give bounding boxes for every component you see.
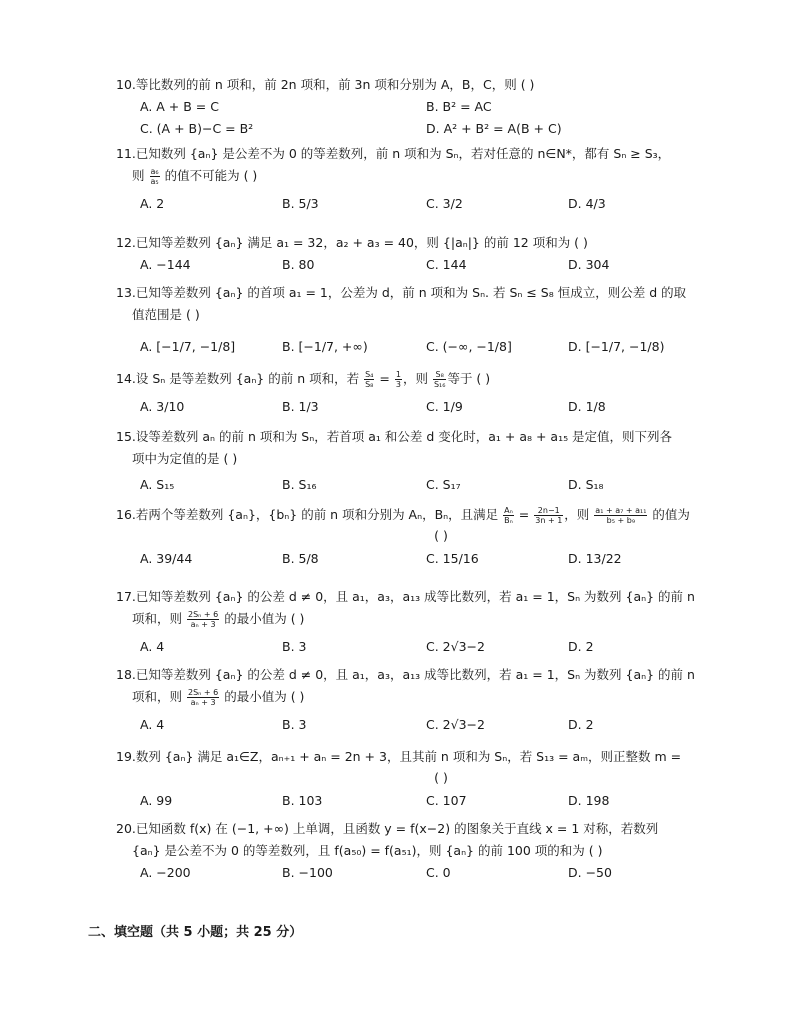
option-d: D. 2 [568, 639, 594, 654]
option-b: B. 103 [282, 793, 323, 808]
option-b: B. 5/3 [282, 196, 319, 211]
option-c: C. 2√3−2 [426, 639, 485, 654]
question-stem: 18.已知等差数列 {aₙ} 的公差 d ≠ 0，且 a₁，a₃，a₁₃ 成等比数列，若 a₁ = 1，Sₙ 为数列 {aₙ} 的前 n [116, 667, 695, 682]
option-d: D. A² + B² = A(B + C) [426, 121, 562, 136]
fraction: $\frac{\text{2Sₙ + 6}}{\text{aₙ + 3}}$ [188, 688, 219, 707]
option-d: D. 304 [568, 257, 610, 272]
option-a: A. 39/44 [140, 551, 193, 566]
option-c: C. S₁₇ [426, 477, 461, 492]
option-b: B. 3 [282, 717, 307, 732]
option-d: D. 13/22 [568, 551, 622, 566]
option-b: B. [−1/7, +∞) [282, 339, 368, 354]
question-13: 13.已知等差数列 {aₙ} 的首项 a₁ = 1，公差为 d，前 n 项和为 Sₙ. 若 Sₙ ≤ S₈ 恒成立，则公差 d 的取 值范围是 ( ) A. [−1/7, −1/8] B. [−1/7, +∞) C. (−∞, −1/8] D. [−1/7, −1/8) [116, 282, 706, 358]
option-d: D. 198 [568, 793, 610, 808]
option-b: B. 1/3 [282, 399, 319, 414]
option-b: B. −100 [282, 865, 333, 880]
option-d: D. [−1/7, −1/8) [568, 339, 665, 354]
option-d: D. 2 [568, 717, 594, 732]
option-b: B. 80 [282, 257, 315, 272]
option-b: B. S₁₆ [282, 477, 317, 492]
fraction: $\frac{\text{S₈}}{\text{S₁₆}}$ [433, 370, 446, 389]
fraction: $\frac{\text{Aₙ}}{\text{Bₙ}}$ [504, 506, 513, 525]
question-stem: 20.已知函数 f(x) 在 (−1, +∞) 上单调，且函数 y = f(x−2) 的图象关于直线 x = 1 对称，若数列 [116, 821, 659, 836]
question-stem: 16.若两个等差数列 {aₙ}，{bₙ} 的前 n 项和分别为 Aₙ，Bₙ，且满足 $\frac{\text{Aₙ}}{\text{Bₙ}}$ = $\frac{2n-1}{3n + 1}$ ，则 $\frac{\text{a₁ + a₇ + a₁₁}}{\text{b₅ + b₉}}$ 的值为 [116, 506, 690, 525]
question-10 [116, 74, 706, 140]
option-d: D. −50 [568, 865, 612, 880]
question-stem: 11.已知数列 {aₙ} 是公差不为 0 的等差数列，前 n 项和为 Sₙ，若对任意的 n∈N*，都有 Sₙ ≥ S₃， [116, 146, 671, 161]
question-20: 20.已知函数 f(x) 在 (−1, +∞) 上单调，且函数 y = f(x−2) 的图象关于直线 x = 1 对称，若数列 {aₙ} 是公差不为 0 的等差数列，且 f(a₅₀) = f(a₅₁)，则 {aₙ} 的前 100 项的和为 ( ) A. −200 B. −100 C. 0 D. −50 [116, 818, 706, 884]
fraction: $\frac{2n-1}{3n + 1}$ [535, 506, 563, 525]
fraction: $\frac{\text{2Sₙ + 6}}{\text{aₙ + 3}}$ [188, 610, 219, 629]
option-c: C. 2√3−2 [426, 717, 485, 732]
option-c: C. 144 [426, 257, 467, 272]
question-stem: 14.设 Sₙ 是等差数列 {aₙ} 的前 n 项和，若 $\frac{\text{S₄}}{\text{S₈}}$ = $\frac{1}{3}$ ，则 $\frac{\text{S₈}}{\text{S₁₆}}$ 等于 ( ) [116, 370, 491, 389]
question-15: 15.设等差数列 aₙ 的前 n 项和为 Sₙ，若首项 a₁ 和公差 d 变化时，a₁ + a₈ + a₁₅ 是定值，则下列各 项中为定值的是 ( ) A. S₁₅ B. S₁₆ C. S₁₇ D. S₁₈ [116, 426, 706, 496]
question-stem: 13.已知等差数列 {aₙ} 的首项 a₁ = 1，公差为 d，前 n 项和为 Sₙ. 若 Sₙ ≤ S₈ 恒成立，则公差 d 的取 [116, 285, 687, 300]
fraction: $\frac{\text{S₄}}{\text{S₈}}$ [365, 370, 374, 389]
option-d: D. 1/8 [568, 399, 606, 414]
option-d: D. 4/3 [568, 196, 606, 211]
question-stem: 12.已知等差数列 {aₙ} 满足 a₁ = 32，a₂ + a₃ = 40，则 {|aₙ|} 的前 12 项和为 ( ) [116, 235, 588, 250]
question-18: 18.已知等差数列 {aₙ} 的公差 d ≠ 0，且 a₁，a₃，a₁₃ 成等比数列，若 a₁ = 1，Sₙ 为数列 {aₙ} 的前 n 项和，则 $\frac{\text{2Sₙ + 6}}{\text{aₙ + 3}}$ 的最小值为 ( ) A. 4 B. 3 C. 2√3−2 D. 2 [116, 664, 706, 736]
option-a: A. [−1/7, −1/8] [140, 339, 236, 354]
option-a: A. 4 [140, 639, 165, 654]
option-c: C. 0 [426, 865, 451, 880]
option-a: A. 3/10 [140, 399, 185, 414]
question-stem: 15.设等差数列 aₙ 的前 n 项和为 Sₙ，若首项 a₁ 和公差 d 变化时，a₁ + a₈ + a₁₅ 是定值，则下列各 [116, 429, 673, 444]
question-14 [116, 368, 706, 418]
fraction: $\frac{1}{3}$ [395, 370, 401, 389]
question-17: 17.已知等差数列 {aₙ} 的公差 d ≠ 0，且 a₁，a₃，a₁₃ 成等比数列，若 a₁ = 1，Sₙ 为数列 {aₙ} 的前 n 项和，则 $\frac{\text{2Sₙ + 6}}{\text{aₙ + 3}}$ 的最小值为 ( ) A. 4 B. 3 C. 2√3−2 D. 2 [116, 586, 706, 658]
option-a: A. 4 [140, 717, 165, 732]
option-b: B. B² = AC [426, 99, 492, 114]
option-a: A. 99 [140, 793, 173, 808]
option-c: C. (A + B)−C = B² [140, 121, 254, 136]
option-d: D. S₁₈ [568, 477, 604, 492]
fraction: $\frac{\text{a₁ + a₇ + a₁₁}}{\text{b₅ + b₉}}$ [595, 506, 647, 525]
option-c: C. 107 [426, 793, 467, 808]
option-b: B. 5/8 [282, 551, 319, 566]
option-a: A. 2 [140, 196, 165, 211]
question-11: 11.已知数列 {aₙ} 是公差不为 0 的等差数列，前 n 项和为 Sₙ，若对任意的 n∈N*，都有 Sₙ ≥ S₃， 则 $\frac{\text{a₆}}{\text{a₅}}$ 的值不可能为 ( ) A. 2 B. 5/3 C. 3/2 D. 4/3 [116, 143, 706, 215]
option-a: A. S₁₅ [140, 477, 175, 492]
option-a: A. A + B = C [140, 99, 219, 114]
question-12 [116, 232, 706, 276]
section-heading: 二、填空题（共 5 小题；共 25 分） [88, 925, 303, 940]
option-a: A. −144 [140, 257, 191, 272]
option-c: C. 15/16 [426, 551, 479, 566]
fraction: $\frac{\text{a₆}}{\text{a₅}}$ [150, 167, 159, 186]
question-stem: 10.等比数列的前 n 项和，前 2n 项和，前 3n 项和分别为 A，B，C，则 ( ) [116, 77, 535, 92]
question-stem: 17.已知等差数列 {aₙ} 的公差 d ≠ 0，且 a₁，a₃，a₁₃ 成等比数列，若 a₁ = 1，Sₙ 为数列 {aₙ} 的前 n [116, 589, 695, 604]
option-c: C. 3/2 [426, 196, 463, 211]
question-stem: 19.数列 {aₙ} 满足 a₁∈Z，aₙ₊₁ + aₙ = 2n + 3，且其前 n 项和为 Sₙ，若 S₁₃ = aₘ，则正整数 m = [116, 749, 682, 764]
question-19: 19.数列 {aₙ} 满足 a₁∈Z，aₙ₊₁ + aₙ = 2n + 3，且其前 n 项和为 Sₙ，若 S₁₃ = aₘ，则正整数 m = ( ) A. 99 B. 103 C. 107 D. 198 [116, 746, 706, 812]
option-a: A. −200 [140, 865, 191, 880]
option-c: C. (−∞, −1/8] [426, 339, 512, 354]
option-c: C. 1/9 [426, 399, 463, 414]
option-b: B. 3 [282, 639, 307, 654]
question-16: 16.若两个等差数列 {aₙ}，{bₙ} 的前 n 项和分别为 Aₙ，Bₙ，且满足 $\frac{\text{Aₙ}}{\text{Bₙ}}$ = $\frac{2n-1}{3n + 1}$ ，则 $\frac{\text{a₁ + a₇ + a₁₁}}{\text{b₅ + b₉}}$ 的值为 ( ) A. 39/44 B. 5/8 C. 15/16 D. 13/22 [116, 504, 706, 570]
